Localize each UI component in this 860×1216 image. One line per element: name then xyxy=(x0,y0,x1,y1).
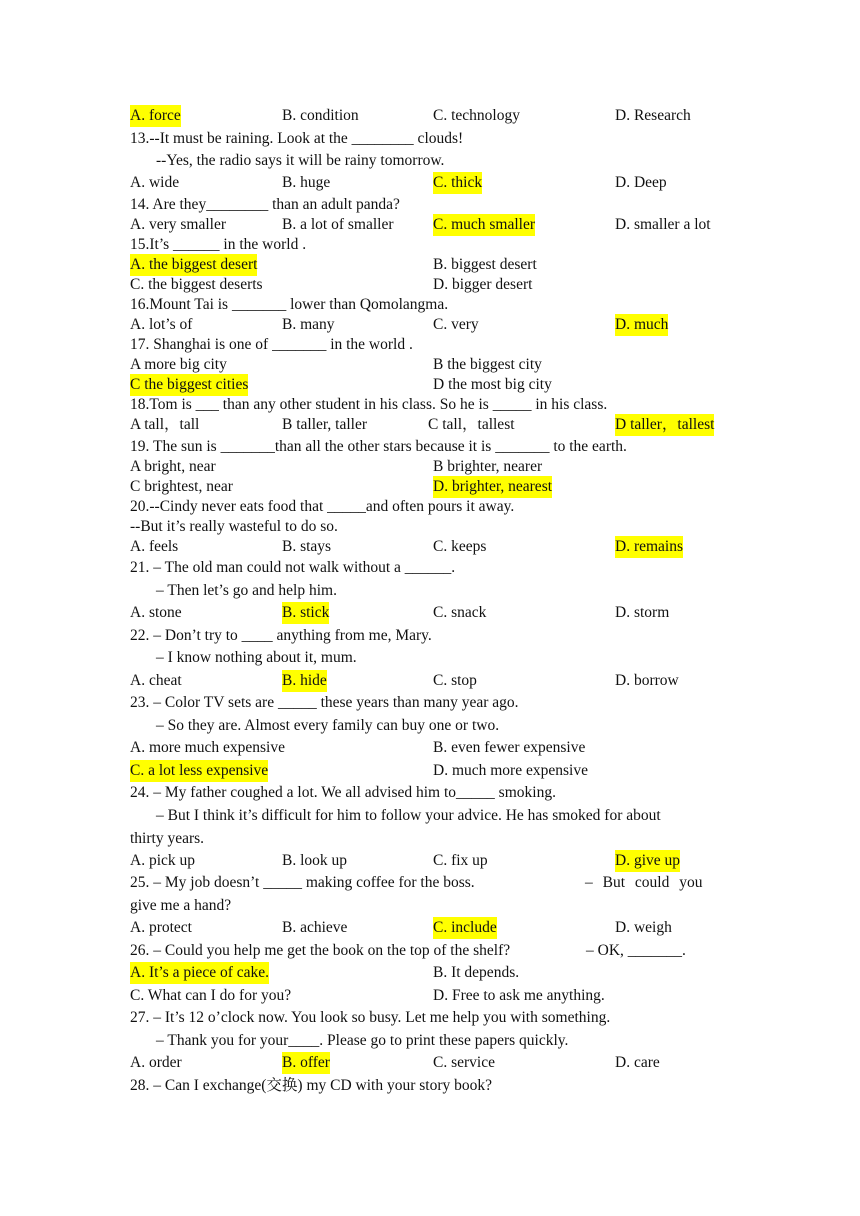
option-text: A. lot’s of xyxy=(130,316,193,333)
question-line xyxy=(0,436,860,458)
option-text: D. storm xyxy=(615,604,670,621)
option-text: A. feels xyxy=(130,538,179,555)
line-text: 24. – My father coughed a lot. We all advised him to_____ smoking. xyxy=(130,784,556,801)
line-text: 18.Tom is ___ than any other student in his class. So he is _____ in his class. xyxy=(130,396,608,413)
options-row xyxy=(0,456,860,478)
option-text: C. fix up xyxy=(433,852,488,869)
line-text: 23. – Color TV sets are _____ these years than many year ago. xyxy=(130,694,519,711)
line-text: 15.It’s ______ in the world . xyxy=(130,236,307,253)
line-text: 26. – Could you help me get the book on the top of the shelf? xyxy=(130,942,511,959)
options-row xyxy=(0,214,860,236)
options-row xyxy=(0,314,860,336)
line-text: – But I think it’s difficult for him to follow your advice. He has smoked for about xyxy=(156,807,661,824)
line-text: 16.Mount Tai is _______ lower than Qomolangma. xyxy=(130,296,449,313)
highlighted-answer: B. stick xyxy=(282,602,329,624)
option-text: C. snack xyxy=(433,604,487,621)
option-text: C. the biggest deserts xyxy=(130,276,263,293)
line-text: --Yes, the radio says it will be rainy tomorrow. xyxy=(156,152,445,169)
option-text: B. even fewer expensive xyxy=(433,739,586,756)
question-line xyxy=(0,150,860,172)
option-text: A. very smaller xyxy=(130,216,226,233)
options-row xyxy=(0,985,860,1007)
options-row xyxy=(0,172,860,194)
highlighted-answer: D. give up xyxy=(615,850,680,872)
options-row xyxy=(0,760,860,782)
highlighted-answer: A. It’s a piece of cake. xyxy=(130,962,269,984)
option-text: B the biggest city xyxy=(433,356,542,373)
question-line xyxy=(0,647,860,669)
line-text: 19. The sun is _______than all the other stars because it is _______ to the earth. xyxy=(130,438,627,455)
highlighted-answer: D. brighter, nearest xyxy=(433,476,552,498)
options-row xyxy=(0,850,860,872)
question-line xyxy=(0,872,860,894)
line-text: 22. – Don’t try to ____ anything from me, Mary. xyxy=(130,627,432,644)
options-row xyxy=(0,105,860,127)
highlighted-answer: B. offer xyxy=(282,1052,330,1074)
line-text: – OK, _______. xyxy=(586,942,686,959)
option-text: B. biggest desert xyxy=(433,256,537,273)
option-text: B. a lot of smaller xyxy=(282,216,394,233)
highlighted-answer: C the biggest cities xyxy=(130,374,248,396)
question-line xyxy=(0,334,860,356)
line-text: 20.--Cindy never eats food that _____and often pours it away. xyxy=(130,498,515,515)
options-row xyxy=(0,962,860,984)
option-text: C. keeps xyxy=(433,538,487,555)
question-line xyxy=(0,496,860,518)
question-line xyxy=(0,805,860,827)
options-row xyxy=(0,354,860,376)
option-text: A. more much expensive xyxy=(130,739,285,756)
options-row xyxy=(0,254,860,276)
option-text: C. What can I do for you? xyxy=(130,987,292,1004)
options-row xyxy=(0,536,860,558)
option-text: B taller, taller xyxy=(282,416,368,433)
highlighted-answer: A. force xyxy=(130,105,181,127)
highlighted-answer: C. much smaller xyxy=(433,214,535,236)
option-text: B. stays xyxy=(282,538,332,555)
question-line xyxy=(0,394,860,416)
option-text: D. care xyxy=(615,1054,660,1071)
option-text: A. protect xyxy=(130,919,192,936)
highlighted-answer: D taller，tallest xyxy=(615,414,714,436)
option-text: D. Deep xyxy=(615,174,667,191)
line-text: – But could you xyxy=(585,874,703,891)
option-text: C. stop xyxy=(433,672,477,689)
option-text: B. It depends. xyxy=(433,964,520,981)
option-text: D. weigh xyxy=(615,919,672,936)
question-line xyxy=(0,715,860,737)
options-row xyxy=(0,602,860,624)
question-line xyxy=(0,940,860,962)
question-line xyxy=(0,895,860,917)
highlighted-answer: A. the biggest desert xyxy=(130,254,257,276)
highlighted-answer: C. include xyxy=(433,917,497,939)
options-row xyxy=(0,414,860,436)
question-line xyxy=(0,294,860,316)
highlighted-answer: D. much xyxy=(615,314,668,336)
option-text: D. Research xyxy=(615,107,691,124)
line-text: 17. Shanghai is one of _______ in the world . xyxy=(130,336,413,353)
option-text: C. very xyxy=(433,316,479,333)
question-line xyxy=(0,194,860,216)
option-text: B. huge xyxy=(282,174,331,191)
option-text: C. technology xyxy=(433,107,520,124)
option-text: A. wide xyxy=(130,174,180,191)
line-text: thirty years. xyxy=(130,830,205,847)
option-text: D. borrow xyxy=(615,672,679,689)
options-row xyxy=(0,1052,860,1074)
option-text: A. pick up xyxy=(130,852,196,869)
options-row xyxy=(0,670,860,692)
line-text: --But it’s really wasteful to do so. xyxy=(130,518,338,535)
question-line xyxy=(0,1030,860,1052)
options-row xyxy=(0,374,860,396)
question-line xyxy=(0,782,860,804)
option-text: D the most big city xyxy=(433,376,552,393)
option-text: A. stone xyxy=(130,604,182,621)
question-line xyxy=(0,580,860,602)
question-line xyxy=(0,1007,860,1029)
line-text: 27. – It’s 12 o’clock now. You look so busy. Let me help you with something. xyxy=(130,1009,611,1026)
option-text: C. service xyxy=(433,1054,495,1071)
line-text: 13.--It must be raining. Look at the ________ clouds! xyxy=(130,130,464,147)
question-line xyxy=(0,128,860,150)
option-text: B brighter, nearer xyxy=(433,458,543,475)
line-text: – Thank you for your____. Please go to print these papers quickly. xyxy=(156,1032,569,1049)
options-row xyxy=(0,274,860,296)
option-text: A more big city xyxy=(130,356,227,373)
option-text: D. Free to ask me anything. xyxy=(433,987,605,1004)
question-line xyxy=(0,557,860,579)
line-text: – I know nothing about it, mum. xyxy=(156,649,357,666)
option-text: B. achieve xyxy=(282,919,348,936)
question-line xyxy=(0,625,860,647)
highlighted-answer: B. hide xyxy=(282,670,327,692)
question-line xyxy=(0,516,860,538)
option-text: A. order xyxy=(130,1054,182,1071)
option-text: C brightest, near xyxy=(130,478,233,495)
line-text: – So they are. Almost every family can buy one or two. xyxy=(156,717,500,734)
option-text: C tall，tallest xyxy=(428,416,515,433)
question-line xyxy=(0,234,860,256)
line-text: 28. – Can I exchange(交换) my CD with your story book? xyxy=(130,1077,493,1094)
question-line xyxy=(0,1075,860,1097)
options-row xyxy=(0,476,860,498)
options-row xyxy=(0,737,860,759)
line-text: give me a hand? xyxy=(130,897,232,914)
highlighted-answer: C. a lot less expensive xyxy=(130,760,268,782)
option-text: B. condition xyxy=(282,107,359,124)
option-text: B. many xyxy=(282,316,335,333)
question-line xyxy=(0,692,860,714)
option-text: A tall，tall xyxy=(130,416,200,433)
highlighted-answer: C. thick xyxy=(433,172,482,194)
question-line xyxy=(0,828,860,850)
line-text: – Then let’s go and help him. xyxy=(156,582,337,599)
option-text: B. look up xyxy=(282,852,348,869)
line-text: 25. – My job doesn’t _____ making coffee for the boss. xyxy=(130,874,475,891)
line-text: 14. Are they________ than an adult panda? xyxy=(130,196,400,213)
options-row xyxy=(0,917,860,939)
option-text: A bright, near xyxy=(130,458,216,475)
option-text: D. bigger desert xyxy=(433,276,533,293)
option-text: D. smaller a lot xyxy=(615,216,711,233)
highlighted-answer: D. remains xyxy=(615,536,683,558)
option-text: A. cheat xyxy=(130,672,182,689)
option-text: D. much more expensive xyxy=(433,762,588,779)
line-text: 21. – The old man could not walk without a ______. xyxy=(130,559,456,576)
